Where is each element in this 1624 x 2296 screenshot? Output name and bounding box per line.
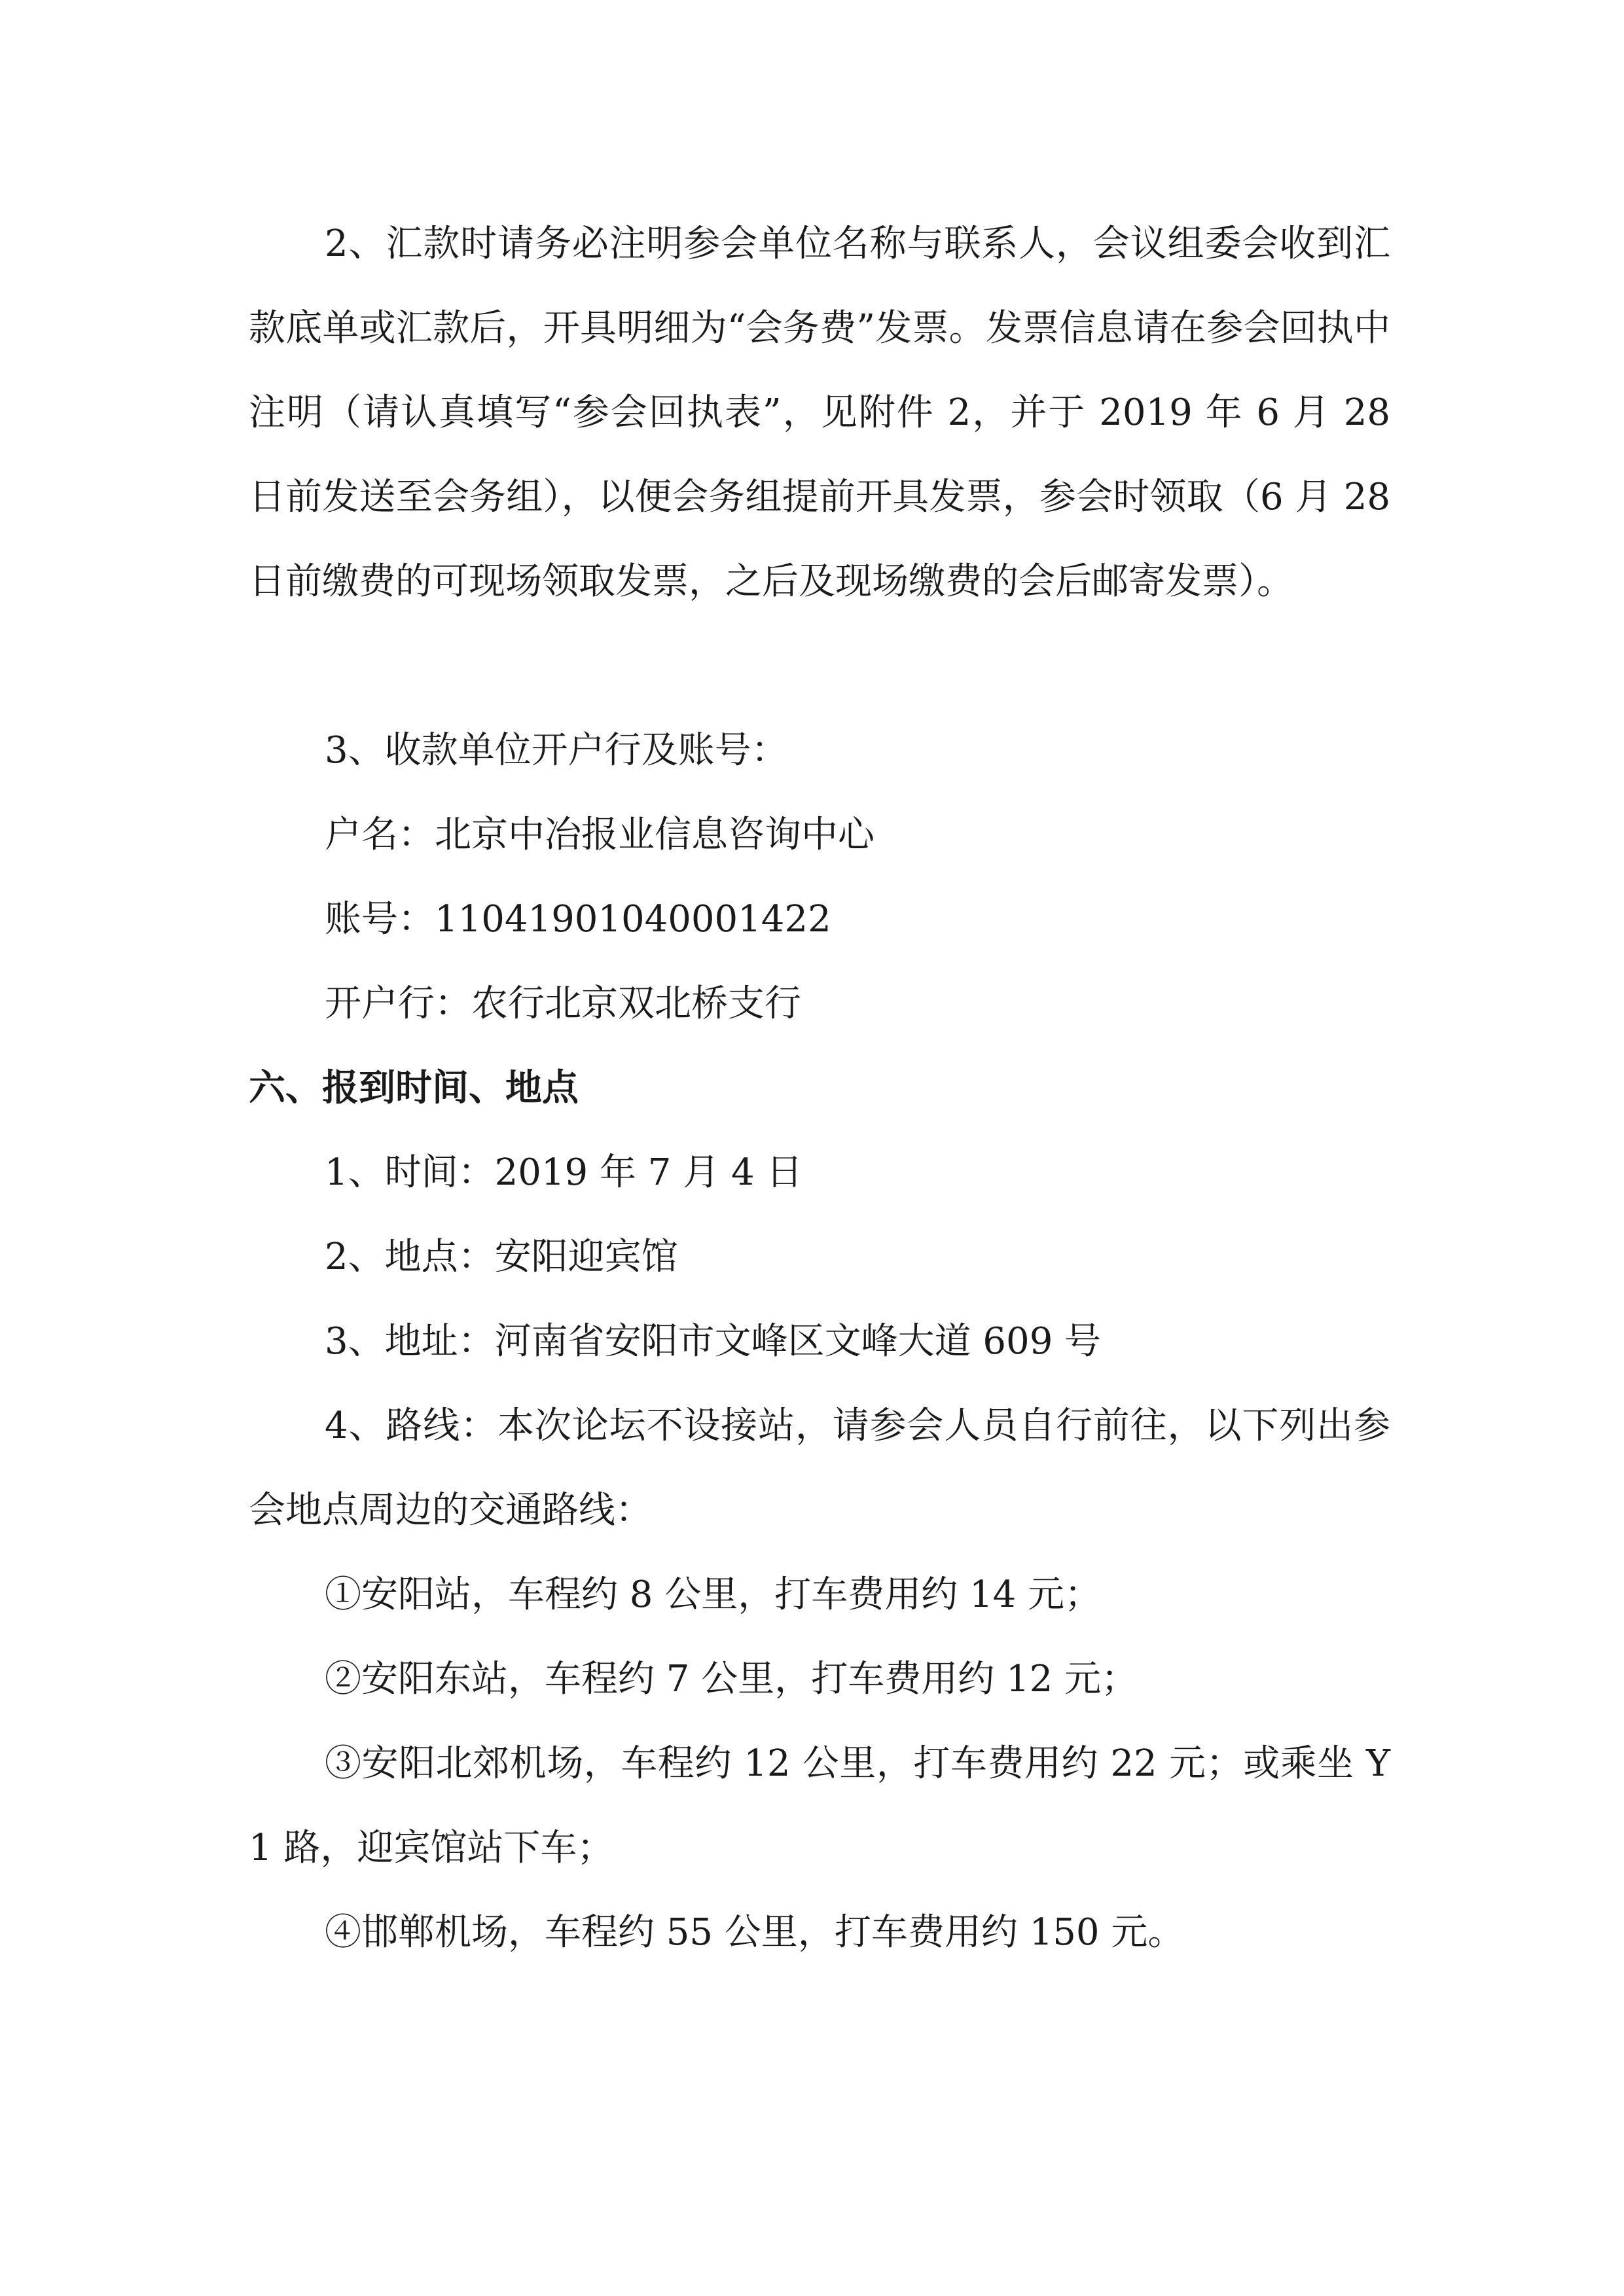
account-name: 户名：北京中冶报业信息咨询中心 — [325, 814, 875, 856]
payment-note-3: 3、收款单位开户行及账号： — [325, 729, 788, 772]
route-item-1: ①安阳站，车程约 8 公里，打车费用约 14 元； — [325, 1573, 1102, 1616]
bank-branch: 开户行：农行北京双北桥支行 — [325, 982, 801, 1025]
account-number: 账号：11041901040001422 — [325, 898, 831, 941]
route-intro: 4、路线：本次论坛不设接站，请参会人员自行前往，以下列出参会地点周边的交通路线： — [249, 1405, 1390, 1532]
route-item-4: ④邯郸机场，车程约 55 公里，打车费用约 150 元。 — [325, 1911, 1185, 1954]
section-6-heading: 六、报到时间、地点 — [249, 1067, 579, 1109]
checkin-time: 1、时间：2019 年 7 月 4 日 — [325, 1151, 803, 1194]
route-item-3: ③安阳北郊机场，车程约 12 公里，打车费用约 22 元；或乘坐 Y1 路，迎宾馆站下车； — [249, 1742, 1390, 1869]
payment-note-2: 2、汇款时请务必注明参会单位名称与联系人，会议组委会收到汇款底单或汇款后，开具明细为“会务费”发票。发票信息请在参会回执中注明（请认真填写“参会回执表”，见附件 2，并于 2019 年 6 月 28 日前发送至会务组），以便会务组提前开具发票，参会时领取（6 月 28 日前缴费的可现场领取发票，之后及现场缴费的会后邮寄发票）。 — [249, 223, 1390, 603]
route-item-2: ②安阳东站，车程约 7 公里，打车费用约 12 元； — [325, 1658, 1138, 1700]
checkin-address: 3、地址：河南省安阳市文峰区文峰大道 609 号 — [325, 1320, 1102, 1363]
checkin-place: 2、地点：安阳迎宾馆 — [325, 1236, 678, 1278]
